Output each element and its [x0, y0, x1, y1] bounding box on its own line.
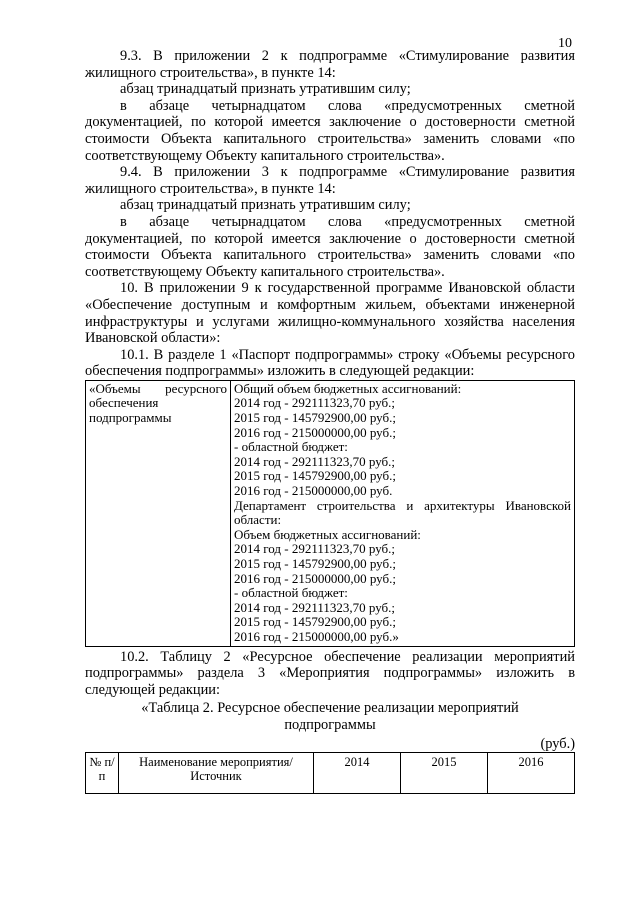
header-name: Наименование мероприятия/Источник	[119, 753, 314, 794]
table-caption	[85, 700, 575, 733]
paragraph-10: 10. В приложении 9 к государственной программе Ивановской области «Обеспечение доступным и комфортным жильем, объектами инженерной инфраструктуры и услугами жилищно-коммунального хозяйства населения Ивановской области»:	[85, 280, 575, 347]
header-2015: 2015	[401, 753, 488, 794]
paragraph-9-3-item1: абзац тринадцатый признать утратившим силу;	[120, 81, 411, 98]
page-number: 10	[558, 36, 572, 51]
passport-line: 2015 год - 145792900,00 руб.;	[234, 468, 396, 484]
paragraph-9-4: 9.4. В приложении 3 к подпрограмме «Стимулирование развития жилищного строительства», в пункте 14:	[85, 164, 575, 197]
table-caption-line1: «Таблица 2. Ресурсное обеспечение реализации мероприятий	[141, 700, 519, 717]
paragraph-9-3-item2: в абзаце четырнадцатом слова «предусмотренных сметной документацией, по которой имеется заключение о достоверности сметной стоимости Объекта капитального строительства» заменить словами «по соответствующему Объекту капитального строительства».	[85, 97, 575, 164]
paragraph-9-4-item2: в абзаце четырнадцатом слова «предусмотренных сметной документацией, по которой имеется заключение о достоверности сметной стоимости Объекта капитального строительства» заменить словами «по соответствующему Объекту капитального строительства».	[85, 213, 575, 280]
unit-label: (руб.)	[540, 735, 575, 752]
passport-line: 2014 год - 292111323,70 руб.;	[234, 453, 395, 469]
resource-table	[85, 752, 575, 794]
table-header-row	[86, 753, 575, 794]
passport-line: 2016 год - 215000000,00 руб.;	[234, 424, 396, 440]
table-row	[86, 380, 575, 646]
header-2014: 2014	[314, 753, 401, 794]
passport-line: 2015 год - 145792900,00 руб.;	[234, 556, 396, 571]
passport-line: Департамент строительства и архитектуры Ивановской области:	[234, 497, 571, 528]
passport-line: 2014 год - 292111323,70 руб.;	[234, 599, 395, 615]
passport-line: - областной бюджет:	[234, 439, 348, 455]
paragraph-9-3: 9.3. В приложении 2 к подпрограмме «Стимулирование развития жилищного строительства», в пункте 14:	[85, 48, 575, 81]
passport-line: 2015 год - 145792900,00 руб.;	[234, 410, 396, 426]
passport-line: 2014 год - 292111323,70 руб.;	[234, 395, 395, 411]
passport-line: 2014 год - 292111323,70 руб.;	[234, 541, 395, 557]
document-body	[85, 48, 575, 794]
passport-value-cell	[231, 380, 575, 646]
passport-line: Общий объем бюджетных ассигнований:	[234, 380, 462, 396]
paragraph-10-1: 10.1. В разделе 1 «Паспорт подпрограммы» строку «Объемы ресурсного обеспечения подпрограммы» изложить в следующей редакции:	[85, 346, 575, 380]
passport-table	[85, 380, 575, 647]
paragraph-9-4-item1: абзац тринадцатый признать утратившим силу;	[120, 197, 411, 214]
passport-line: 2016 год - 215000000,00 руб.»	[234, 628, 399, 644]
header-number: № п/п	[86, 753, 119, 794]
passport-line: 2016 год - 215000000,00 руб.	[234, 483, 393, 499]
passport-label-cell: «Объемы ресурсного обеспечения подпрограммы	[86, 380, 231, 646]
paragraph-10-2: 10.2. Таблицу 2 «Ресурсное обеспечение реализации мероприятий подпрограммы» раздела 3 «Мероприятия подпрограммы» изложить в следующей редакции:	[85, 648, 575, 698]
table-caption-line2: подпрограммы	[284, 716, 376, 733]
passport-line: 2016 год - 215000000,00 руб.;	[234, 570, 396, 586]
header-2016: 2016	[488, 753, 575, 794]
passport-line: - областной бюджет:	[234, 585, 348, 601]
passport-line: Объем бюджетных ассигнований:	[234, 526, 421, 542]
passport-line: 2015 год - 145792900,00 руб.;	[234, 614, 396, 630]
